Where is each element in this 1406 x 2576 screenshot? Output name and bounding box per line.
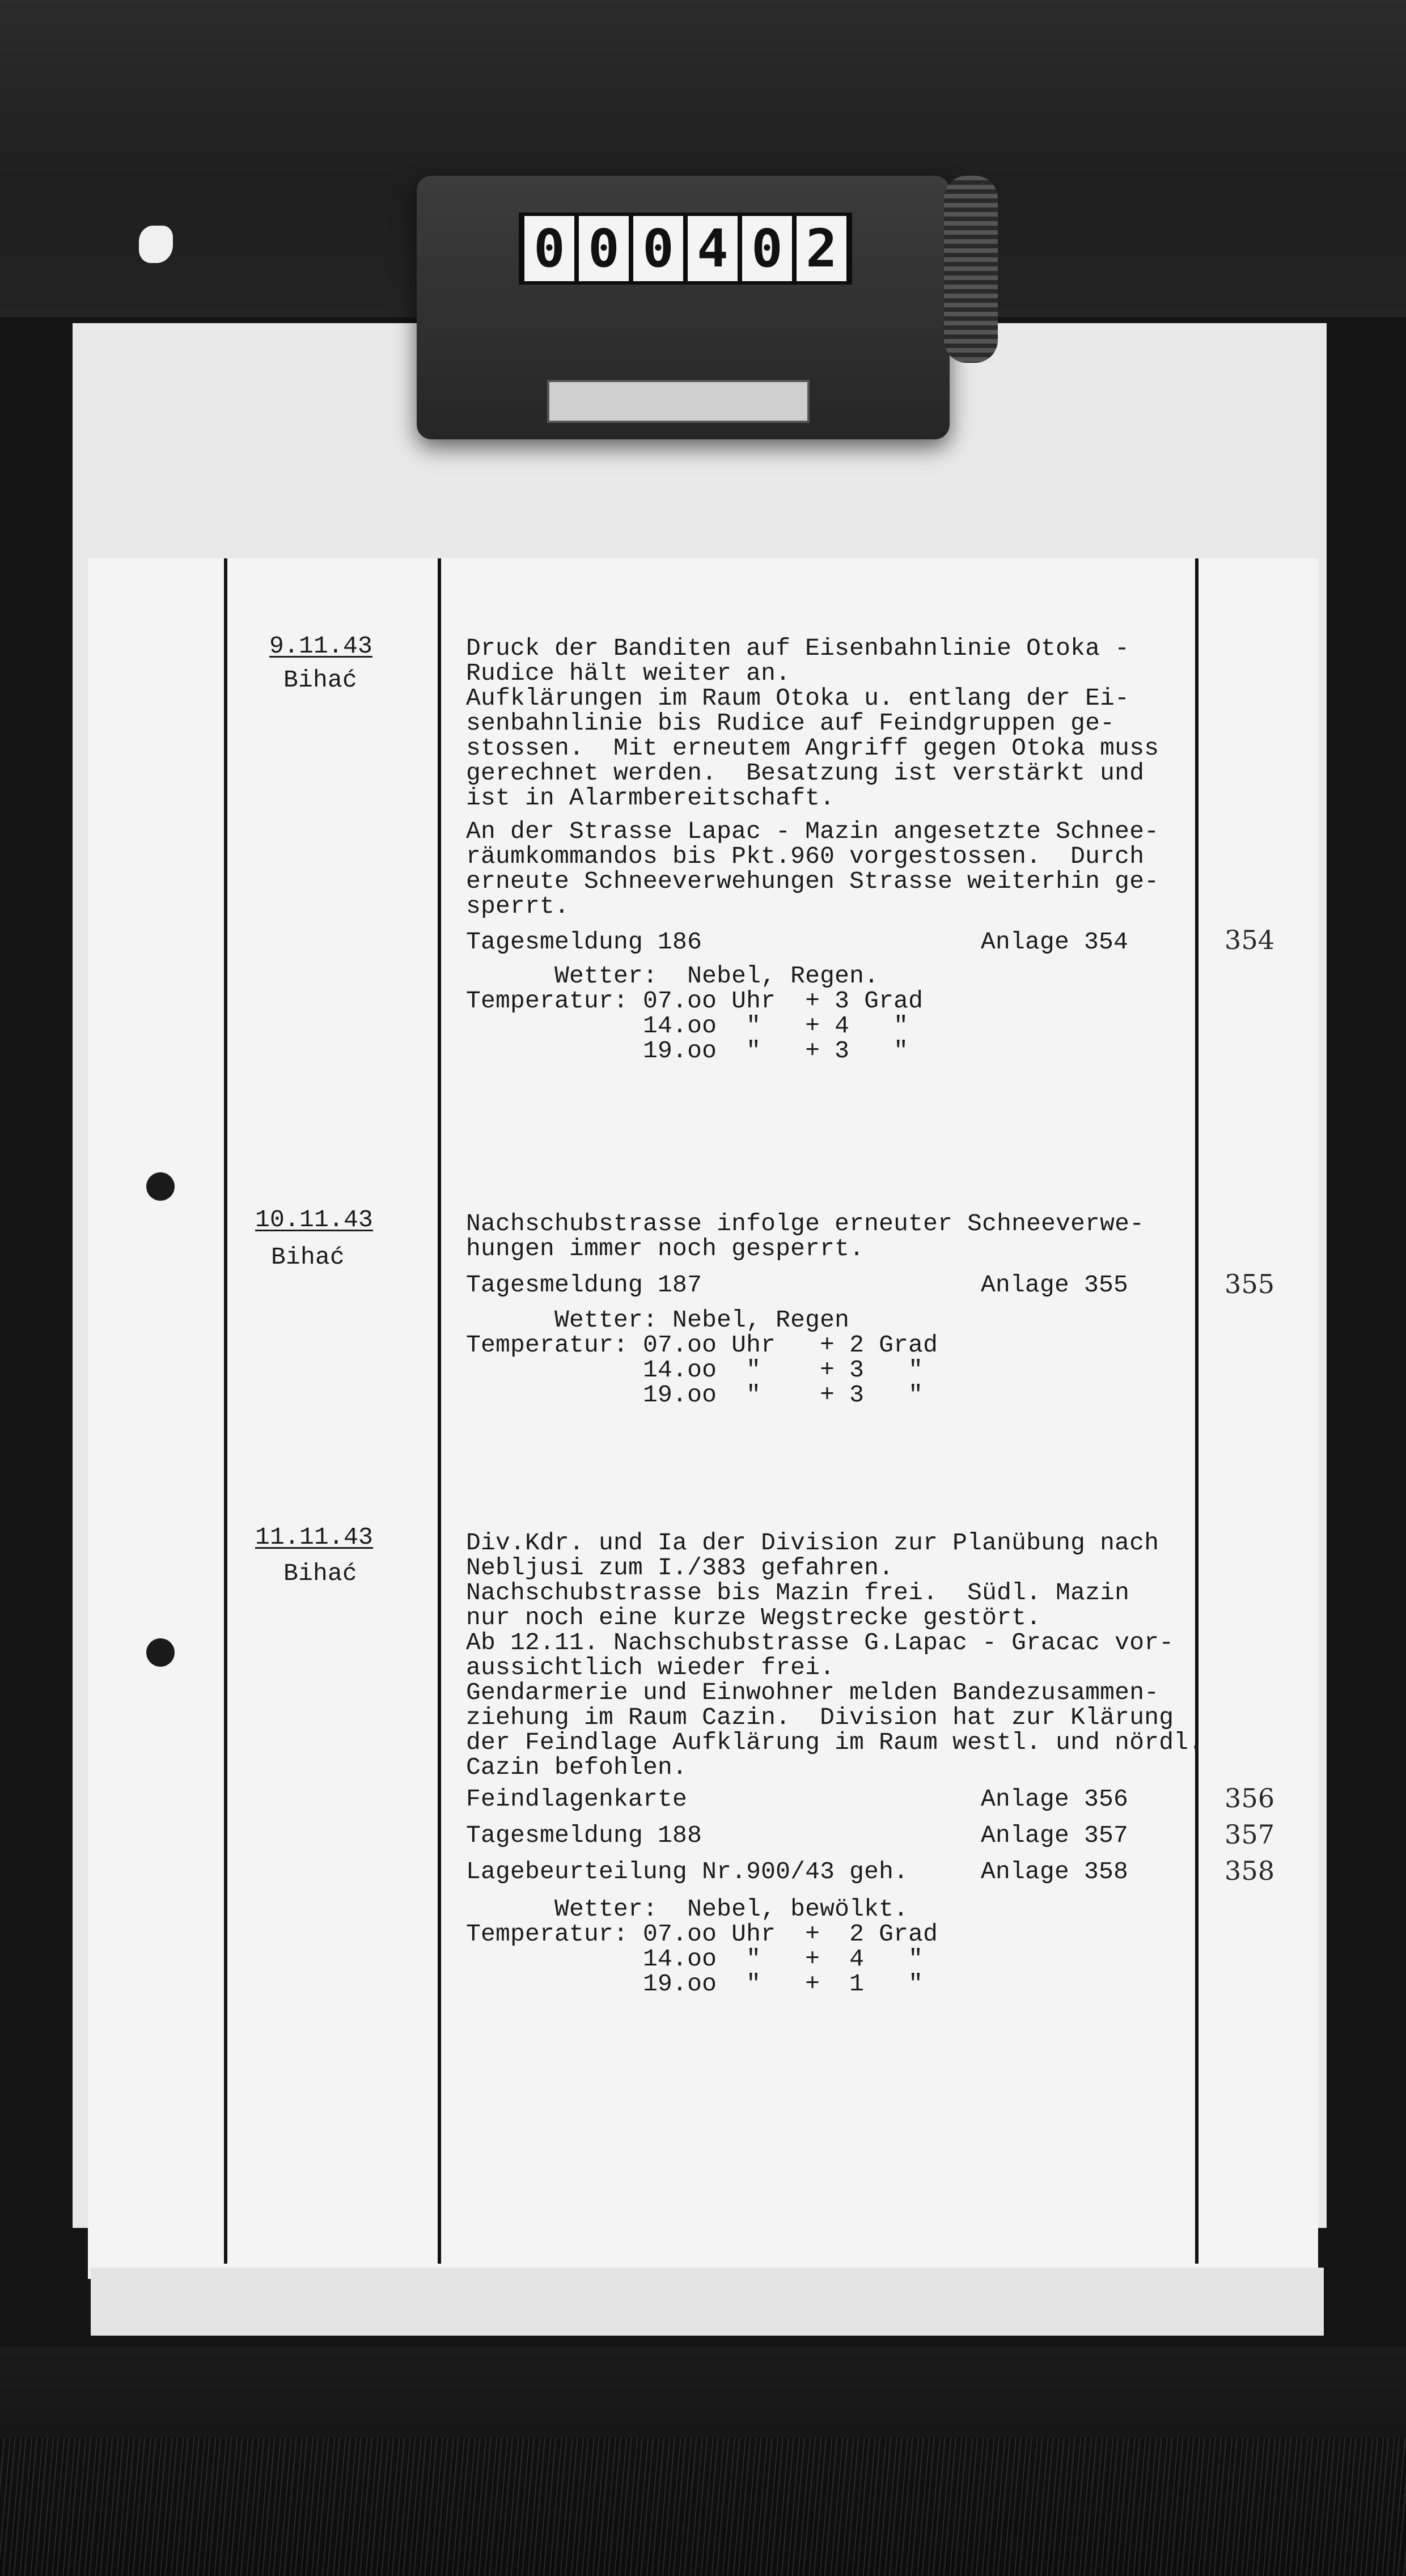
entry-place: Bihać (283, 666, 358, 694)
attachment-anlage: Anlage 354 (981, 928, 1129, 956)
counter-digit: 4 (688, 216, 738, 281)
punch-hole (146, 1638, 175, 1667)
column-rule-left (224, 558, 227, 2264)
entry-text-line: Div.Kdr. und Ia der Division zur Planübung nach (466, 1529, 1159, 1557)
entry-text-line: Gendarmerie und Einwohner melden Bandezusammen- (466, 1679, 1159, 1706)
entry-text-line: nur noch eine kurze Wegstrecke gestört. (466, 1604, 1041, 1632)
counter-digit: 0 (524, 216, 574, 281)
attachment-ref-number: 358 (1225, 1855, 1275, 1886)
attachment-ref-number: 357 (1225, 1819, 1275, 1850)
entry-text-line: Ab 12.11. Nachschubstrasse G.Lapac - Gracac vor- (466, 1629, 1174, 1656)
paper-scrap (139, 226, 173, 263)
entry-date: 11.11.43 (255, 1523, 374, 1551)
entry-text-line: stossen. Mit erneutem Angriff gegen Otoka muss (466, 734, 1159, 762)
entry-text-line: ziehung im Raum Cazin. Division hat zur Klärung (466, 1704, 1174, 1731)
attachment-anlage: Anlage 356 (981, 1785, 1129, 1813)
weather-line: 19.oo " + 3 " (466, 1381, 924, 1409)
attachment-anlage: Anlage 355 (981, 1271, 1129, 1299)
punch-hole (146, 1172, 175, 1201)
weather-line: Wetter: Nebel, Regen (466, 1306, 850, 1334)
entry-text-line: der Feindlage Aufklärung im Raum westl. und nördl. (466, 1728, 1204, 1756)
counter-knob (944, 176, 998, 363)
entry-text-line: gerechnet werden. Besatzung ist verstärkt und (466, 759, 1145, 787)
attachment-ref-number: 356 (1225, 1783, 1275, 1814)
weather-line: Temperatur: 07.oo Uhr + 3 Grad (466, 987, 924, 1015)
weather-line: Wetter: Nebel, Regen. (466, 962, 879, 990)
entry-text-line: Nachschubstrasse infolge erneuter Schneeverwe- (466, 1210, 1145, 1238)
column-rule-middle (438, 558, 441, 2264)
weather-line: 14.oo " + 3 " (466, 1356, 924, 1384)
entry-text-line: Cazin befohlen. (466, 1753, 688, 1781)
weather-line: Temperatur: 07.oo Uhr + 2 Grad (466, 1331, 938, 1359)
entry-text-line: senbahnlinie bis Rudice auf Feindgruppen ge- (466, 709, 1115, 737)
weather-line: 19.oo " + 1 " (466, 1970, 924, 1998)
counter-label-plate (547, 380, 810, 423)
attachment-anlage: Anlage 358 (981, 1858, 1129, 1886)
entry-text-line: Druck der Banditen auf Eisenbahnlinie Otoka - (466, 634, 1130, 662)
entry-text-line: An der Strasse Lapac - Mazin angesetzte Schnee- (466, 817, 1159, 845)
entry-text-line: erneute Schneeverwehungen Strasse weiterhin ge- (466, 867, 1159, 895)
entry-place: Bihać (271, 1243, 345, 1271)
counter-digit: 0 (579, 216, 629, 281)
attachment-title: Tagesmeldung 188 (466, 1821, 702, 1849)
entry-date: 10.11.43 (255, 1206, 374, 1234)
entry-place: Bihać (283, 1560, 358, 1587)
document-page (88, 558, 1318, 2279)
page-bottom-edge (91, 2268, 1324, 2336)
weather-line: 14.oo " + 4 " (466, 1012, 909, 1040)
weather-line: Temperatur: 07.oo Uhr + 2 Grad (466, 1920, 938, 1948)
entry-text-line: sperrt. (466, 892, 570, 920)
entry-text-line: räumkommandos bis Pkt.960 vorgestossen. Durch (466, 842, 1145, 870)
entry-text-line: ist in Alarmbereitschaft. (466, 784, 835, 812)
entry-text-line: Rudice hält weiter an. (466, 659, 791, 687)
weather-line: 14.oo " + 4 " (466, 1945, 924, 1973)
entry-date: 9.11.43 (269, 632, 373, 660)
weather-line: 19.oo " + 3 " (466, 1037, 909, 1065)
counter-digit: 0 (633, 216, 683, 281)
column-rule-right (1195, 558, 1199, 2264)
frame-counter-digits (519, 213, 852, 285)
entry-text-line: aussichtlich wieder frei. (466, 1654, 835, 1681)
counter-digit: 0 (742, 216, 792, 281)
film-edge-texture (0, 2438, 1406, 2576)
attachment-title: Tagesmeldung 186 (466, 928, 702, 956)
attachment-title: Lagebeurteilung Nr.900/43 geh. (466, 1858, 909, 1886)
attachment-ref-number: 355 (1225, 1269, 1275, 1299)
attachment-title: Tagesmeldung 187 (466, 1271, 702, 1299)
weather-line: Wetter: Nebel, bewölkt. (466, 1895, 909, 1923)
entry-text-line: Nachschubstrasse bis Mazin frei. Südl. Mazin (466, 1579, 1130, 1607)
entry-text-line: Nebljusi zum I./383 gefahren. (466, 1554, 894, 1582)
entry-text-line: Aufklärungen im Raum Otoka u. entlang der Ei- (466, 684, 1130, 712)
attachment-anlage: Anlage 357 (981, 1821, 1129, 1849)
entry-text-line: hungen immer noch gesperrt. (466, 1235, 865, 1262)
counter-digit: 2 (797, 216, 846, 281)
attachment-ref-number: 354 (1225, 925, 1275, 955)
attachment-title: Feindlagenkarte (466, 1785, 688, 1813)
